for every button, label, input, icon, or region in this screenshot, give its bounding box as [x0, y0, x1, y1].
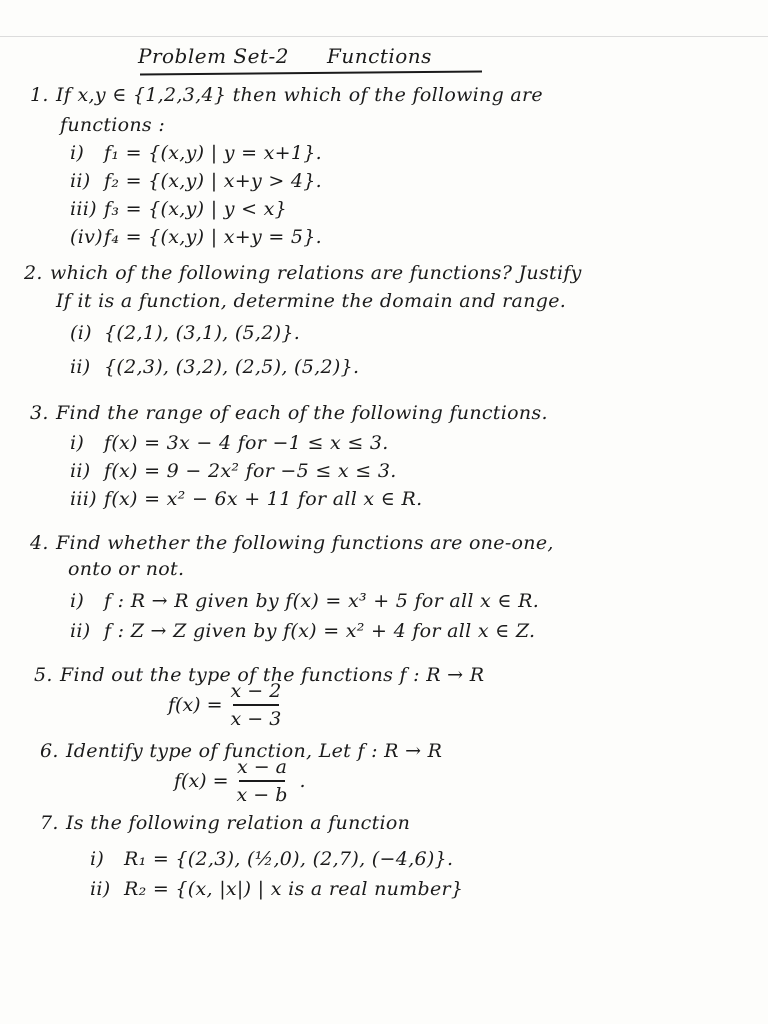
- q6-numerator: x − a: [236, 756, 288, 778]
- q5-line1: 5. Find out the type of the functions f : R → R: [34, 664, 485, 686]
- q3-item-1: i) f(x) = 3x − 4 for −1 ≤ x ≤ 3.: [70, 432, 389, 454]
- q1-line2: functions :: [60, 114, 166, 136]
- fraction-bar: [233, 704, 279, 706]
- q7-number: 7.: [40, 812, 59, 834]
- q3-number: 3.: [30, 402, 49, 424]
- q4-item-1: i) f : R → R given by f(x) = x³ + 5 for all x ∈ R.: [70, 590, 540, 612]
- q6-tail: .: [299, 770, 306, 792]
- q6-number: 6.: [40, 740, 59, 762]
- page-top-edge: [0, 36, 768, 37]
- title-functions: Functions: [326, 44, 432, 68]
- title-problem-set: Problem Set-2: [138, 44, 289, 68]
- q5-formula-lhs: f(x) =: [168, 694, 223, 716]
- title-underline: [140, 71, 482, 76]
- q4-line2: onto or not.: [68, 558, 185, 580]
- q6-line1: 6. Identify type of function, Let f : R → R: [40, 740, 443, 762]
- q2-line2: If it is a function, determine the domain and range.: [56, 290, 567, 312]
- q3-item-3: iii) f(x) = x² − 6x + 11 for all x ∈ R.: [70, 488, 423, 510]
- q5-number: 5.: [34, 664, 53, 686]
- q6-formula-lhs: f(x) =: [174, 770, 229, 792]
- q5-denominator: x − 3: [230, 708, 282, 730]
- q6-denominator: x − b: [236, 784, 288, 806]
- q2-number: 2.: [24, 262, 43, 284]
- q1-item-1: i) f₁ = {(x,y) | y = x+1}.: [70, 142, 323, 164]
- q1-item-3: iii) f₃ = {(x,y) | y < x}: [70, 198, 288, 220]
- page-title: [138, 44, 432, 68]
- q6-formula: [174, 756, 305, 806]
- q4-item-2: ii) f : Z → Z given by f(x) = x² + 4 for all x ∈ Z.: [70, 620, 536, 642]
- q2-line1: 2. which of the following relations are functions? Justify: [24, 262, 582, 284]
- q4-line1: 4. Find whether the following functions are one-one,: [30, 532, 554, 554]
- q1-line1: 1. If x,y ∈ {1,2,3,4} then which of the following are: [30, 84, 543, 106]
- q2-item-2: ii) {(2,3), (3,2), (2,5), (5,2)}.: [70, 356, 360, 378]
- q6-fraction: [237, 756, 288, 806]
- q3-item-2: ii) f(x) = 9 − 2x² for −5 ≤ x ≤ 3.: [70, 460, 397, 482]
- q5-fraction: [231, 680, 282, 730]
- q7-line1: 7. Is the following relation a function: [40, 812, 411, 834]
- fraction-bar: [239, 780, 285, 782]
- q7-item-2: ii) R₂ = {(x, |x|) | x is a real number}: [90, 878, 464, 900]
- q4-number: 4.: [30, 532, 49, 554]
- q5-formula: [168, 680, 281, 730]
- q2-item-1: (i) {(2,1), (3,1), (5,2)}.: [70, 322, 301, 344]
- q1-number: 1.: [30, 84, 49, 106]
- q7-item-1: i) R₁ = {(2,3), (½,0), (2,7), (−4,6)}.: [90, 848, 454, 870]
- q1-item-4: (iv)f₄ = {(x,y) | x+y = 5}.: [70, 226, 323, 248]
- q5-numerator: x − 2: [230, 680, 282, 702]
- q3-line1: 3. Find the range of each of the following functions.: [30, 402, 548, 424]
- q1-item-2: ii) f₂ = {(x,y) | x+y > 4}.: [70, 170, 323, 192]
